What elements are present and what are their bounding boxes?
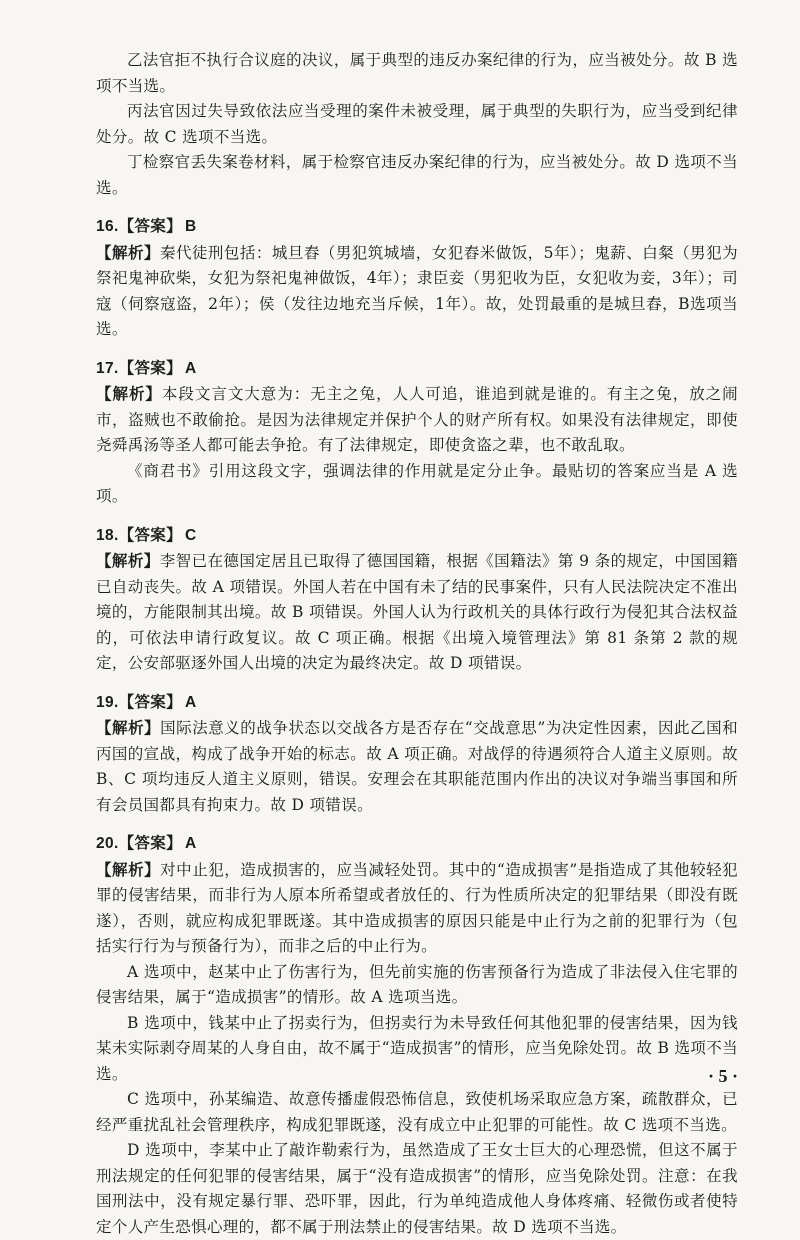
question-block <box>96 213 738 343</box>
intro-paragraph: 乙法官拒不执行合议庭的决议，属于典型的违反办案纪律的行为，应当被处分。故 B 选项不当选。 <box>96 51 738 95</box>
answer-value: B <box>185 218 197 235</box>
answer-value: C <box>185 526 197 544</box>
question-block <box>96 355 738 510</box>
answer-value: A <box>185 693 197 711</box>
analysis-paragraph <box>96 381 738 459</box>
intro-section <box>96 48 738 201</box>
question-block <box>96 522 738 677</box>
analysis-text: 秦代徒刑包括：城旦舂（男犯筑城墙，女犯舂米做饭，5年）；鬼薪、白粲（男犯为祭祀鬼神砍柴，女犯为祭祀鬼神做饭，4年）；隶臣妾（男犯收为臣，女犯收为妾，3年）；司寇（伺察寇盗，2年）；侯（发往边地充当斥候，1年）。故，处罚最重的是城旦舂，B选项当选。 <box>96 243 738 338</box>
analysis-text: 本段文言文大意为：无主之兔，人人可追，谁追到就是谁的。有主之兔，放之闹市，盗贼也不敢偷抢。是因为法律规定并保护个人的财产所有权。如果没有法律规定，即使尧舜禹汤等圣人都可能去争抢。有了法律规定，即使贪盗之辈，也不敢乱取。 <box>96 385 738 454</box>
page-number: · 5 · <box>707 1066 738 1086</box>
intro-paragraph: 丁检察官丢失案卷材料，属于检察官违反办案纪律的行为，应当被处分。故 D 选项不当选。 <box>96 153 738 197</box>
question-block <box>96 830 738 1240</box>
answer-label: 【答案】 <box>118 357 183 377</box>
analysis-label: 【解析】 <box>96 551 160 570</box>
analysis-text: 李智已在德国定居且已取得了德国国籍，根据《国籍法》第 9 条的规定，中国国籍已自动丧失。故 A 项错误。外国人若在中国有未了结的民事案件，只有人民法院决定不准出境的，方能限制其出境。故 B 项错误。外国人认为行政机关的具体行政行为侵犯其合法权益的，可依法申请行政复议。故 C 项正确。根据《出境入境管理法》第 81 条第 2 款的规定，公安部驱逐外国人出境的决定为最终决定。故 D 项错误。 <box>96 552 738 672</box>
analysis-label: 【解析】 <box>96 718 161 737</box>
analysis-label: 【解析】 <box>96 384 162 403</box>
option-explanation: C 选项中，孙某编造、故意传播虚假恐怖信息，致使机场采取应急方案，疏散群众，已经严重扰乱社会管理秩序，构成犯罪既遂，没有成立中止犯罪的可能性。故 C 选项不当选。 <box>96 1090 738 1134</box>
answer-line <box>96 689 738 716</box>
answer-value: A <box>185 359 197 377</box>
answer-line <box>96 830 738 857</box>
question-number: 19. <box>96 693 119 711</box>
intro-paragraph: 丙法官因过失导致依法应当受理的案件未被受理，属于典型的失职行为，应当受到纪律处分。故 C 选项不当选。 <box>96 102 738 146</box>
analysis-paragraph <box>96 857 738 960</box>
analysis-label: 【解析】 <box>96 242 160 262</box>
option-explanation: A 选项中，赵某中止了伤害行为，但先前实施的伤害预备行为造成了非法侵入住宅罪的侵害结果，属于“造成损害”的情形。故 A 选项当选。 <box>96 962 738 1006</box>
analysis-paragraph <box>96 240 738 343</box>
option-explanation: 《商君书》引用这段文字，强调法律的作用就是定分止争。最贴切的答案应当是 A 选项。 <box>96 461 738 505</box>
analysis-paragraph <box>96 715 738 818</box>
answer-line <box>96 213 738 240</box>
answer-line <box>96 522 738 549</box>
question-list <box>96 213 738 1240</box>
analysis-text: 对中止犯，造成损害的，应当减轻处罚。其中的“造成损害”是指造成了其他较轻犯罪的侵害结果，而非行为人原本所希望或者放任的、行为性质所决定的犯罪结果（即没有既遂），否则，就应构成犯罪既遂。其中造成损害的原因只能是中止行为之前的犯罪行为（包括实行行为与预备行为），而非之后的中止行为。 <box>96 860 738 955</box>
analysis-paragraph <box>96 548 738 677</box>
answer-value: A <box>185 835 197 852</box>
answer-label: 【答案】 <box>118 216 183 235</box>
answer-line <box>96 355 738 382</box>
page-body <box>96 48 738 1240</box>
question-number: 17. <box>96 359 119 377</box>
answer-label: 【答案】 <box>118 833 183 852</box>
question-number: 20. <box>96 835 119 852</box>
option-explanation: B 选项中，钱某中止了拐卖行为，但拐卖行为未导致任何其他犯罪的侵害结果，因为钱某未实际剥夺周某的人身自由，故不属于“造成损害”的情形，应当免除处罚。故 B 选项不当选。 <box>96 1013 738 1083</box>
analysis-text: 国际法意义的战争状态以交战各方是否存在“交战意思”为决定性因素，因此乙国和丙国的宣战，构成了战争开始的标志。故 A 项正确。对战俘的待遇须符合人道主义原则。故 B、C 项均违反人道主义原则，错误。安理会在其职能范围内作出的决议对争端当事国和所有会员国都具有拘束力。故 D 项错误。 <box>96 719 738 814</box>
analysis-label: 【解析】 <box>96 859 161 879</box>
question-number: 16. <box>96 218 119 235</box>
answer-label: 【答案】 <box>118 524 183 544</box>
question-block <box>96 689 738 819</box>
answer-label: 【答案】 <box>118 691 183 711</box>
option-explanation: D 选项中，李某中止了敲诈勒索行为，虽然造成了王女士巨大的心理恐慌，但这不属于刑法规定的任何犯罪的侵害结果，属于“没有造成损害”的情形，应当免除处罚。注意：在我国刑法中，没有规定暴行罪、恐吓罪，因此，行为单纯造成他人身体疼痛、轻微伤或者使特定个人产生恐惧心理的，都不属于刑法禁止的侵害结果。故 D 选项不当选。 <box>96 1141 738 1236</box>
question-number: 18. <box>96 526 119 544</box>
